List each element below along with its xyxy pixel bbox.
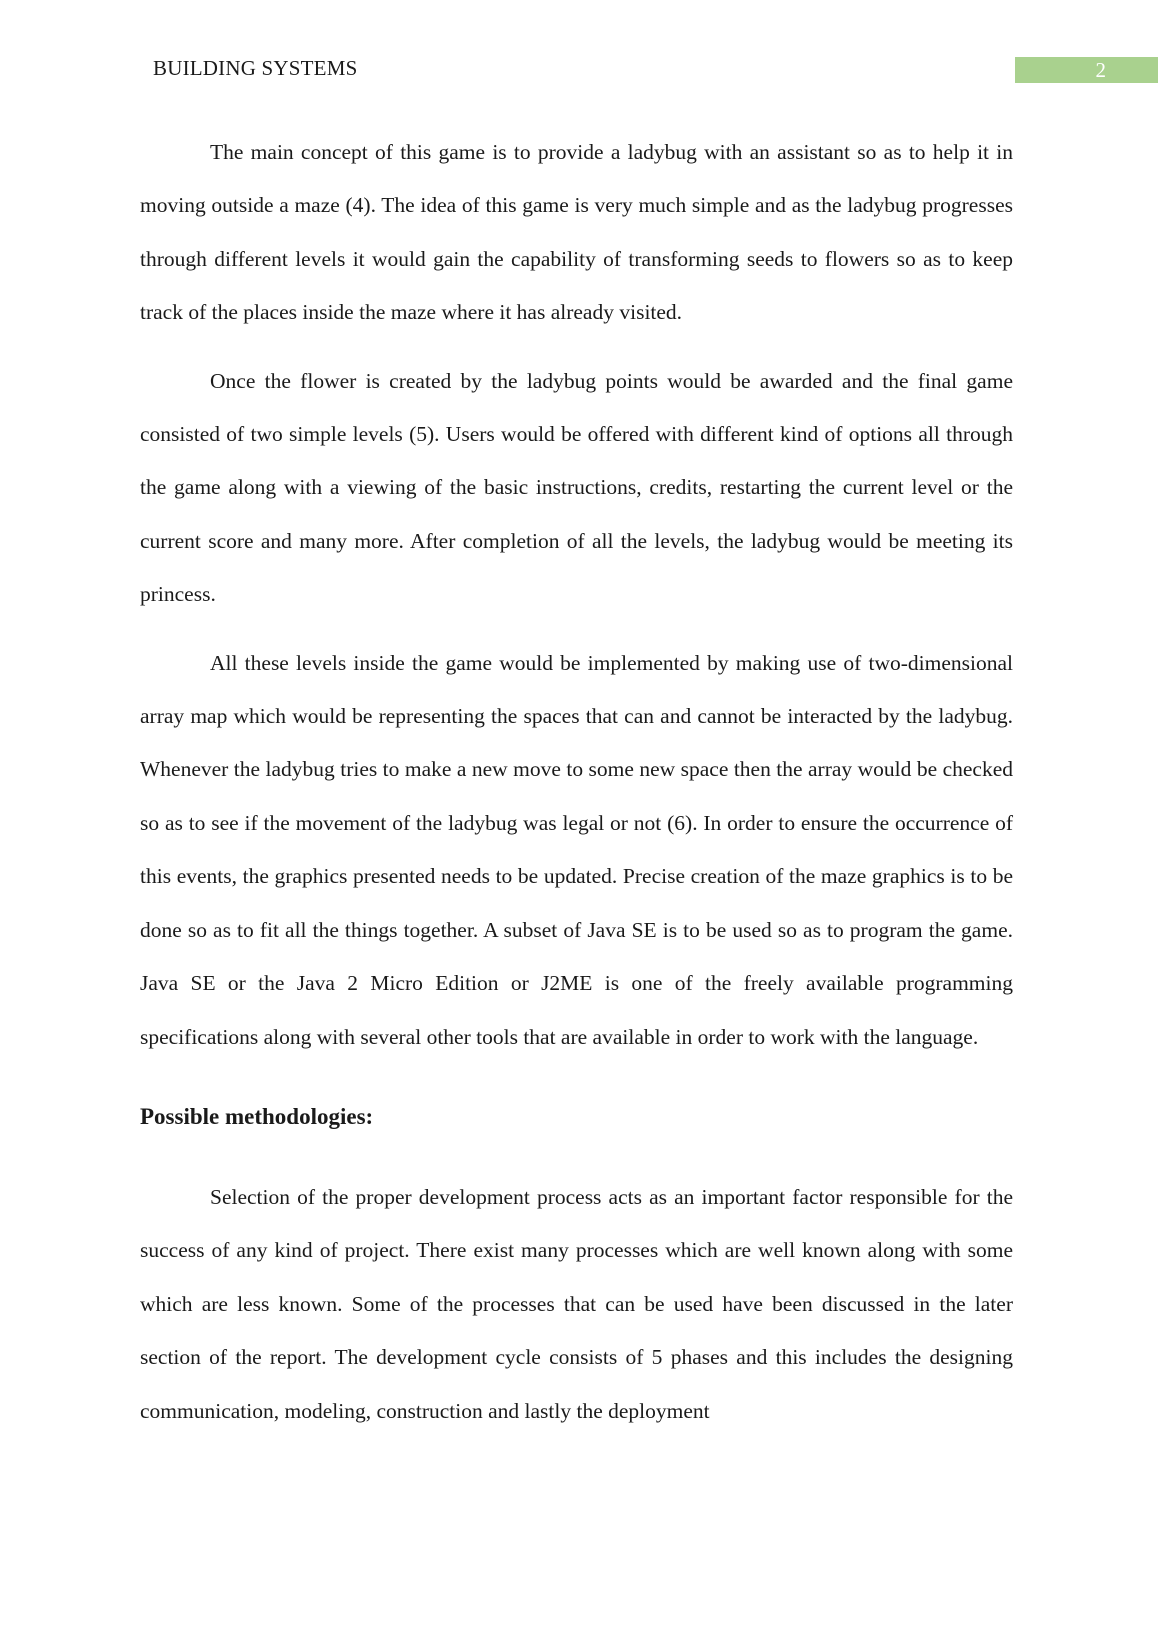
- document-body: [140, 126, 1013, 1453]
- section-heading: Possible methodologies:: [140, 1103, 374, 1129]
- body-paragraph-1: The main concept of this game is to provide a ladybug with an assistant so as to help it in moving outside a maze (4). The idea of this game is very much simple and as the ladybug progresses through different levels it would gain the capability of transforming seeds to flowers so as to keep track of the places inside the maze where it has already visited.: [140, 140, 1013, 325]
- body-paragraph-2: Once the flower is created by the ladybug points would be awarded and the final game consisted of two simple levels (5). Users would be offered with different kind of options all through the game along with a viewing of the basic instructions, credits, restarting the current level or the current score and many more. After completion of all the levels, the ladybug would be meeting its princess.: [140, 368, 1013, 607]
- section-paragraph-1: Selection of the proper development process acts as an important factor responsible for the success of any kind of project. There exist many processes which are well known along with some which are less known. Some of the processes that can be used have been discussed in the later section of the report. The development cycle consists of 5 phases and this includes the designing communication, modeling, construction and lastly the deployment: [140, 1184, 1013, 1423]
- page-number-badge: [1015, 57, 1158, 83]
- body-paragraph-3: All these levels inside the game would be implemented by making use of two-dimensional array map which would be representing the spaces that can and cannot be interacted by the ladybug. Whenever the ladybug tries to make a new move to some new space then the array would be checked so as to see if the movement of the ladybug was legal or not (6). In order to ensure the occurrence of this events, the graphics presented needs to be updated. Precise creation of the maze graphics is to be done so as to fit all the things together. A subset of Java SE is to be used so as to program the game. Java SE or the Java 2 Micro Edition or J2ME is one of the freely available programming specifications along with several other tools that are available in order to work with the language.: [140, 650, 1013, 1049]
- page-number: 2: [1095, 58, 1106, 82]
- running-header-title: BUILDING SYSTEMS: [153, 56, 358, 80]
